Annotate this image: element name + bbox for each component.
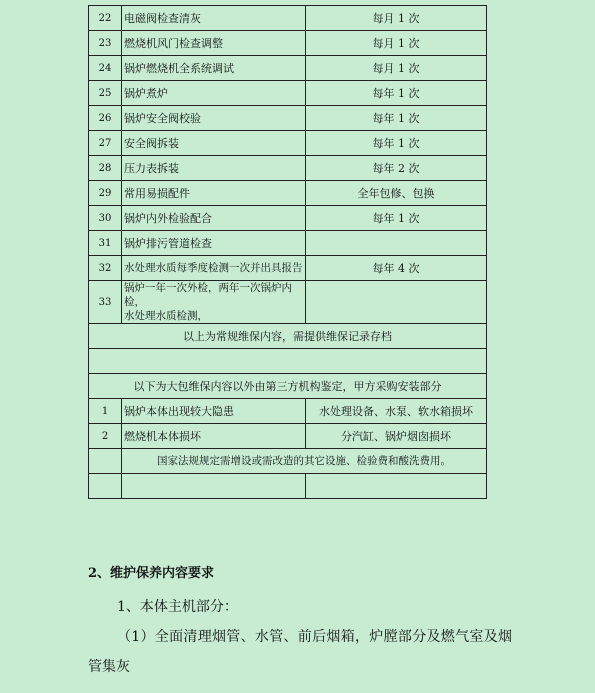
row-frequency: 每月 1 次 — [306, 31, 487, 56]
row-number: 29 — [89, 181, 122, 206]
row-number: 27 — [89, 131, 122, 156]
maintenance-table — [88, 5, 487, 499]
row-item-line: 水处理水质检测， — [124, 310, 208, 322]
row-item: 燃烧机本体损坏 — [122, 424, 306, 449]
table-blank-row — [89, 474, 487, 499]
row-number: 32 — [89, 256, 122, 281]
row-scope: 分汽缸、锅炉烟囱损坏 — [306, 424, 487, 449]
row-number: 33 — [89, 281, 122, 324]
row-item: 压力表拆装 — [122, 156, 306, 181]
blank-cell — [89, 349, 487, 374]
row-frequency — [306, 231, 487, 256]
row-number: 31 — [89, 231, 122, 256]
table-row — [89, 231, 487, 256]
row-frequency: 每月 1 次 — [306, 6, 487, 31]
table-row — [89, 31, 487, 56]
table-blank-row — [89, 349, 487, 374]
blank-cell — [306, 474, 487, 499]
row-item: 常用易损配件 — [122, 181, 306, 206]
row-item: 锅炉煮炉 — [122, 81, 306, 106]
row-number: 1 — [89, 399, 122, 424]
row-frequency: 每年 1 次 — [306, 81, 487, 106]
row-item-line: 锅炉一年一次外检，两年一次锅炉内检， — [124, 282, 292, 308]
third-party-note: 以下为大包维保内容以外由第三方机构鉴定，甲方采购安装部分 — [89, 374, 487, 399]
table-row — [89, 181, 487, 206]
row-number: 28 — [89, 156, 122, 181]
regulations-note: 国家法规规定需增设或需改造的其它设施、检验费和酸洗费用。 — [122, 449, 487, 474]
paragraph-line: 管集灰 — [88, 659, 130, 675]
row-number: 25 — [89, 81, 122, 106]
row-item: 锅炉安全阀校验 — [122, 106, 306, 131]
table-row — [89, 424, 487, 449]
blank-cell — [89, 474, 122, 499]
row-frequency: 每年 1 次 — [306, 206, 487, 231]
table-row — [89, 399, 487, 424]
row-item: 锅炉燃烧机全系统调试 — [122, 56, 306, 81]
row-frequency: 全年包修、包换 — [306, 181, 487, 206]
table-note-row — [89, 324, 487, 349]
table-note-row — [89, 449, 487, 474]
row-frequency: 每年 2 次 — [306, 156, 487, 181]
table-row — [89, 56, 487, 81]
row-item: 燃烧机风门检查调整 — [122, 31, 306, 56]
row-number — [89, 449, 122, 474]
row-item: 安全阀拆装 — [122, 131, 306, 156]
row-item: 电磁阀检查清灰 — [122, 6, 306, 31]
row-item: 锅炉内外检验配合 — [122, 206, 306, 231]
blank-cell — [122, 474, 306, 499]
routine-maintenance-note: 以上为常规维保内容，需提供维保记录存档 — [89, 324, 487, 349]
table-row — [89, 156, 487, 181]
row-number: 23 — [89, 31, 122, 56]
table-row — [89, 106, 487, 131]
row-number: 24 — [89, 56, 122, 81]
row-frequency: 每月 1 次 — [306, 56, 487, 81]
row-scope: 水处理设备、水泵、软水箱损坏 — [306, 399, 487, 424]
row-number: 30 — [89, 206, 122, 231]
table-row — [89, 206, 487, 231]
row-number: 22 — [89, 6, 122, 31]
table-row — [89, 131, 487, 156]
table-note-row — [89, 374, 487, 399]
row-item: 锅炉排污管道检查 — [122, 231, 306, 256]
row-item: 水处理水质每季度检测一次并出具报告 — [122, 256, 306, 281]
row-frequency — [306, 281, 487, 324]
section-heading: 2、维护保养内容要求 — [88, 566, 215, 581]
row-item: 锅炉本体出现较大隐患 — [122, 399, 306, 424]
row-number: 26 — [89, 106, 122, 131]
table-row — [89, 81, 487, 106]
table-row — [89, 281, 487, 324]
paragraph-line: （1）全面清理烟管、水管、前后烟箱，炉膛部分及燃气室及烟 — [117, 629, 513, 645]
row-number: 2 — [89, 424, 122, 449]
subsection-heading: 1、本体主机部分： — [117, 599, 238, 615]
row-item — [122, 281, 306, 324]
row-frequency: 每年 1 次 — [306, 106, 487, 131]
table-row — [89, 256, 487, 281]
row-frequency: 每年 4 次 — [306, 256, 487, 281]
table-row — [89, 6, 487, 31]
row-frequency: 每年 1 次 — [306, 131, 487, 156]
